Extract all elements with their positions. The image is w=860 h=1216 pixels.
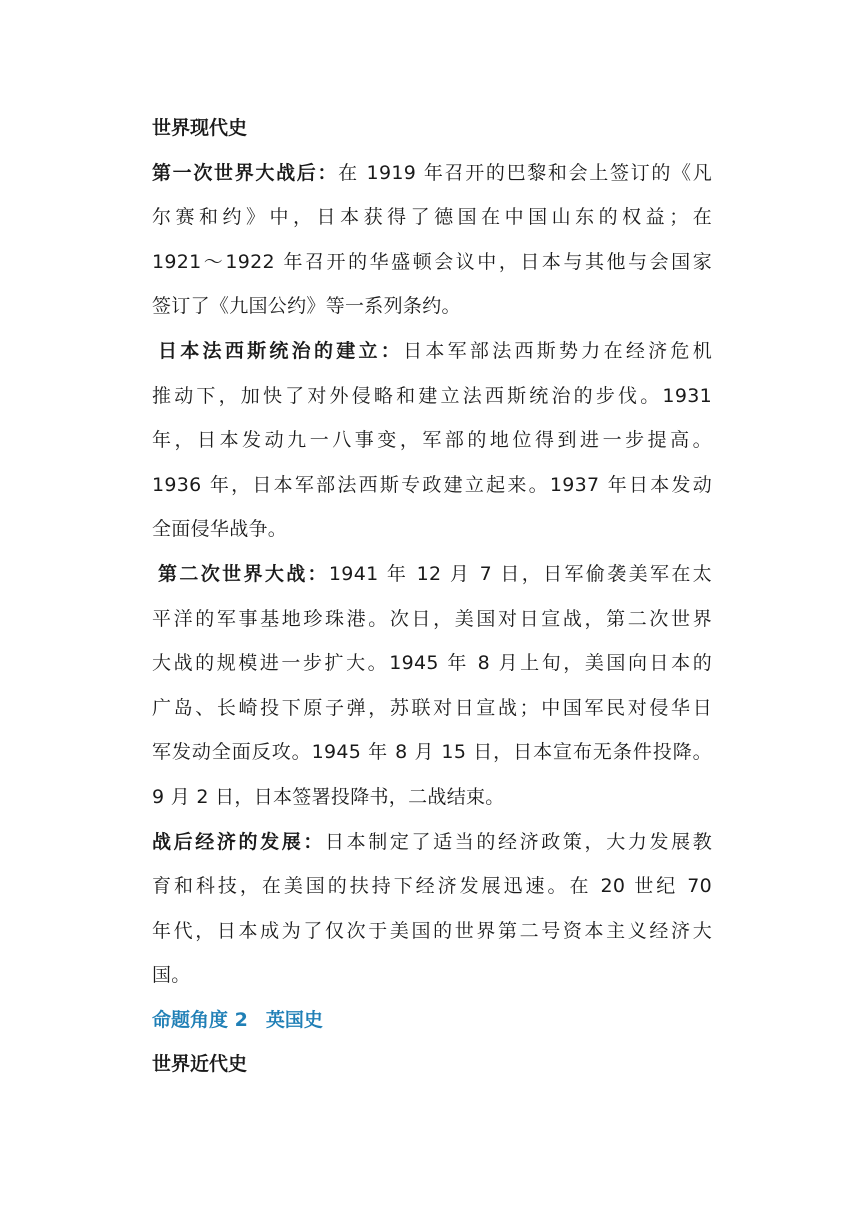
paragraph-line: 年，日本发动九一八事变，军部的地位得到进一步提高。 [152, 429, 712, 452]
paragraph-line [152, 552, 712, 597]
paragraph-fascism [152, 329, 712, 552]
paragraph-postwar-economy [152, 820, 712, 998]
paragraph-line: 年代，日本成为了仅次于美国的世界第二号资本主义经济大 [152, 919, 712, 942]
paragraph-line: 育和科技，在美国的扶持下经济发展迅速。在 20 世纪 70 [152, 875, 712, 898]
paragraph-ww1-aftermath [152, 151, 712, 329]
paragraph-lead: 战后经济的发展： [152, 830, 326, 853]
paragraph-text: 1941 年 12 月 7 日，日军偷袭美军在太 [328, 562, 712, 585]
paragraph-lead: 日本法西斯统治的建立： [158, 339, 404, 362]
paragraph-line [152, 329, 712, 374]
paragraph-line: 平洋的军事基地珍珠港。次日，美国对日宣战，第二次世界 [152, 607, 712, 630]
paragraph-lead: 第二次世界大战： [158, 562, 329, 585]
paragraph-line: 推动下，加快了对外侵略和建立法西斯统治的步伐。1931 [152, 384, 712, 407]
paragraph-line [152, 151, 712, 196]
paragraph-lead: 第一次世界大战后： [152, 161, 339, 184]
paragraph-ww2 [152, 552, 712, 820]
paragraph-line: 尔赛和约》中，日本获得了德国在中国山东的权益；在 [152, 206, 712, 229]
paragraph-line: 9 月 2 日，日本签署投降书，二战结束。 [152, 785, 505, 808]
next-section-title: 世界近代史 [152, 1053, 248, 1076]
paragraph-line: 1921～1922 年召开的华盛顿会议中，日本与其他与会国家 [152, 250, 712, 273]
topic-heading-label: 命题角度 2 [152, 1008, 248, 1031]
document-page [152, 106, 712, 1087]
topic-heading [152, 998, 712, 1043]
paragraph-text: 日本军部法西斯势力在经济危机 [403, 339, 712, 362]
paragraph-line: 国。 [152, 964, 191, 987]
topic-heading-subject: 英国史 [265, 1008, 323, 1031]
paragraph-text: 在 1919 年召开的巴黎和会上签订的《凡 [338, 161, 713, 184]
paragraph-text: 日本制定了适当的经济政策，大力发展教 [325, 830, 712, 853]
paragraph-line [152, 820, 712, 865]
section-title: 世界现代史 [152, 117, 248, 139]
paragraph-line: 签订了《九国公约》等一系列条约。 [152, 295, 461, 318]
paragraph-line: 1936 年，日本军部法西斯专政建立起来。1937 年日本发动 [152, 473, 712, 496]
paragraph-line: 军发动全面反攻。1945 年 8 月 15 日，日本宣布无条件投降。 [152, 741, 712, 764]
paragraph-line: 大战的规模进一步扩大。1945 年 8 月上旬，美国向日本的 [152, 652, 712, 675]
paragraph-line: 广岛、长崎投下原子弹，苏联对日宣战；中国军民对侵华日 [152, 696, 712, 719]
paragraph-line: 全面侵华战争。 [152, 518, 288, 541]
